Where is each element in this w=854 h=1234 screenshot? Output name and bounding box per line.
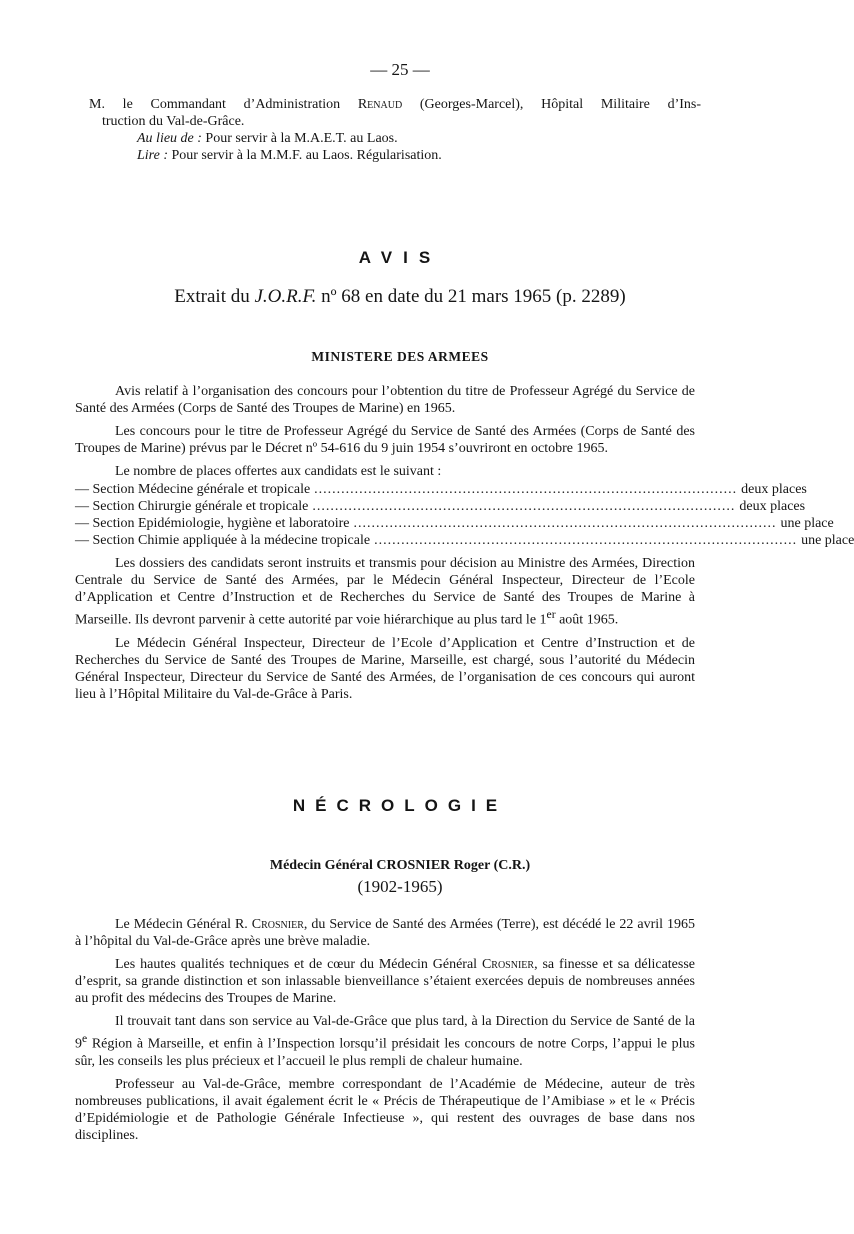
leader-dots: .............................................................................................. [353, 516, 777, 531]
necro-text: Région à Marseille, et enfin à l’Inspection lorsqu’il présidait les concours de notre Corps, l’appui le plus sûr, les conseils les plus précieux et l’accueil le plus rempli de chaleur humaine. [75, 1036, 695, 1069]
correction-line-1 [89, 96, 701, 113]
places-list [75, 481, 854, 549]
extrait-text: nº 68 en date du 21 mars 1965 (p. 2289) [316, 286, 626, 307]
deceased-years: (1902-1965) [357, 877, 443, 896]
list-item [75, 481, 807, 498]
necrologie-paragraph: Professeur au Val-de-Grâce, membre correspondant de l’Académie de Médecine, auteur de très nombreuses publications, il avait également écrit le « Précis de Thérapeutique de l’Amibiase » et le « Précis d’Epidémiologie et de Pathologie Générale Infectieuse », qui restent des ouvrages de base dans nos disciplines. [75, 1076, 695, 1143]
necrologie-paragraph [75, 916, 695, 950]
necro-text: Les hautes qualités techniques et de cœur du Médecin Général [115, 957, 482, 972]
leader-dots: .............................................................................................. [374, 533, 798, 548]
section-places: deux places [741, 482, 807, 497]
avis-body [75, 383, 854, 709]
necro-text: Il trouvait tant dans son service au Val-de-Grâce que plus tard, à la Direction du Service de Santé de la 9 [75, 1014, 695, 1052]
correction-notice [89, 96, 701, 164]
list-item [75, 498, 806, 515]
lire-text: Pour servir à la M.M.F. au Laos. Régularisation. [167, 148, 442, 163]
officer-name: Renaud [357, 97, 403, 112]
deceased-surname: Crosnier [251, 917, 304, 932]
necrologie-heading: NÉCROLOGIE [292, 796, 508, 815]
avis-paragraph: Les concours pour le titre de Professeur Agrégé du Service de Santé des Armées (Corps de Santé des Troupes de Marine) prévus par le Décret nº 54-616 du 9 juin 1954 s’ouvriront en octobre 1965. [75, 424, 695, 456]
section-label: — Section Epidémiologie, hygiène et laboratoire [75, 516, 350, 531]
section-places: deux places [739, 499, 806, 514]
section-label: — Section Chirurgie générale et tropicale [75, 499, 309, 514]
ordinal-superscript: e [82, 1032, 88, 1045]
necrologie-body [75, 916, 695, 1150]
avis-heading: AVIS [358, 248, 442, 267]
leader-dots: .............................................................................................. [312, 499, 736, 514]
lire-line [89, 147, 701, 164]
section-places: une place [801, 533, 854, 548]
correction-line-2: truction du Val-de-Grâce. [102, 114, 245, 129]
deceased-name: Médecin Général CROSNIER Roger (C.R.) [269, 858, 531, 873]
section-places: une place [780, 516, 834, 531]
au-lieu-de-line [89, 130, 701, 147]
au-lieu-de-text: Pour servir à la M.A.E.T. au Laos. [201, 131, 398, 146]
ministere-heading: MINISTERE DES ARMEES [311, 349, 489, 364]
correction-text: M. le Commandant d’Administration [89, 97, 358, 112]
section-label: — Section Chimie appliquée à la médecine tropicale [75, 533, 371, 548]
section-label: — Section Médecine générale et tropicale [75, 482, 311, 497]
dossiers-text: août 1965. [555, 612, 619, 628]
ordinal-superscript: er [546, 608, 556, 621]
leader-dots: .............................................................................................. [314, 482, 738, 497]
necro-text: Le Médecin Général R. [115, 917, 252, 932]
lire-label: Lire : [137, 148, 168, 163]
extrait-line [0, 286, 800, 308]
necro-text: , du Service de Santé des Armées (Terre), est décédé le 22 avril 1965 à l’hôpital du Val-de-Grâce après une brève maladie. [75, 917, 696, 949]
avis-paragraph: Avis relatif à l’organisation des concours pour l’obtention du titre de Professeur Agrégé du Service de Santé des Armées (Corps de Santé des Troupes de Marine) en 1965. [75, 384, 695, 416]
necro-text: , sa finesse et sa délicatesse d’esprit, sa grande distinction et son inlassable bienveillance s’étaient exercées depuis de nombreuses années au profit des médecins des Troupes de Marine. [75, 957, 695, 1006]
page-number: — 25 — [370, 60, 430, 79]
correction-text: (Georges-Marcel), Hôpital Militaire d’Ins- [402, 97, 702, 112]
necrologie-paragraph [75, 1013, 695, 1070]
extrait-text: Extrait du [174, 286, 255, 307]
dossiers-text: Les dossiers des candidats seront instruits et transmis pour décision au Ministre des Armées, Direction Centrale du Service de Santé des Armées, par le Médecin Général Inspecteur, Directeur de l’Ecole d’Application et Centre d’Instruction et de Recherches du Service de Santé des Troupes de Marine à Marseille. Ils devront parvenir à cette autorité par voie hiérarchique au plus tard le 1 [75, 556, 695, 628]
avis-paragraph: Le Médecin Général Inspecteur, Directeur de l’Ecole d’Application et Centre d’Instruction et de Recherches du Service de Santé des Troupes de Marine, Marseille, est chargé, sous l’autorité du Médecin Général Inspecteur, Directeur du Service de Santé des Armées, de l’organisation de ces concours qui auront lieu à l’Hôpital Militaire du Val-de-Grâce à Paris. [75, 635, 695, 702]
deceased-surname: Crosnier [481, 957, 535, 972]
avis-paragraph: Le nombre de places offertes aux candidats est le suivant : [115, 464, 442, 479]
list-item [75, 532, 854, 549]
au-lieu-de-label: Au lieu de : [137, 131, 202, 146]
jorf-reference: J.O.R.F. [254, 286, 317, 307]
necrologie-paragraph [75, 956, 695, 1007]
avis-paragraph [75, 555, 695, 629]
list-item [75, 515, 834, 532]
